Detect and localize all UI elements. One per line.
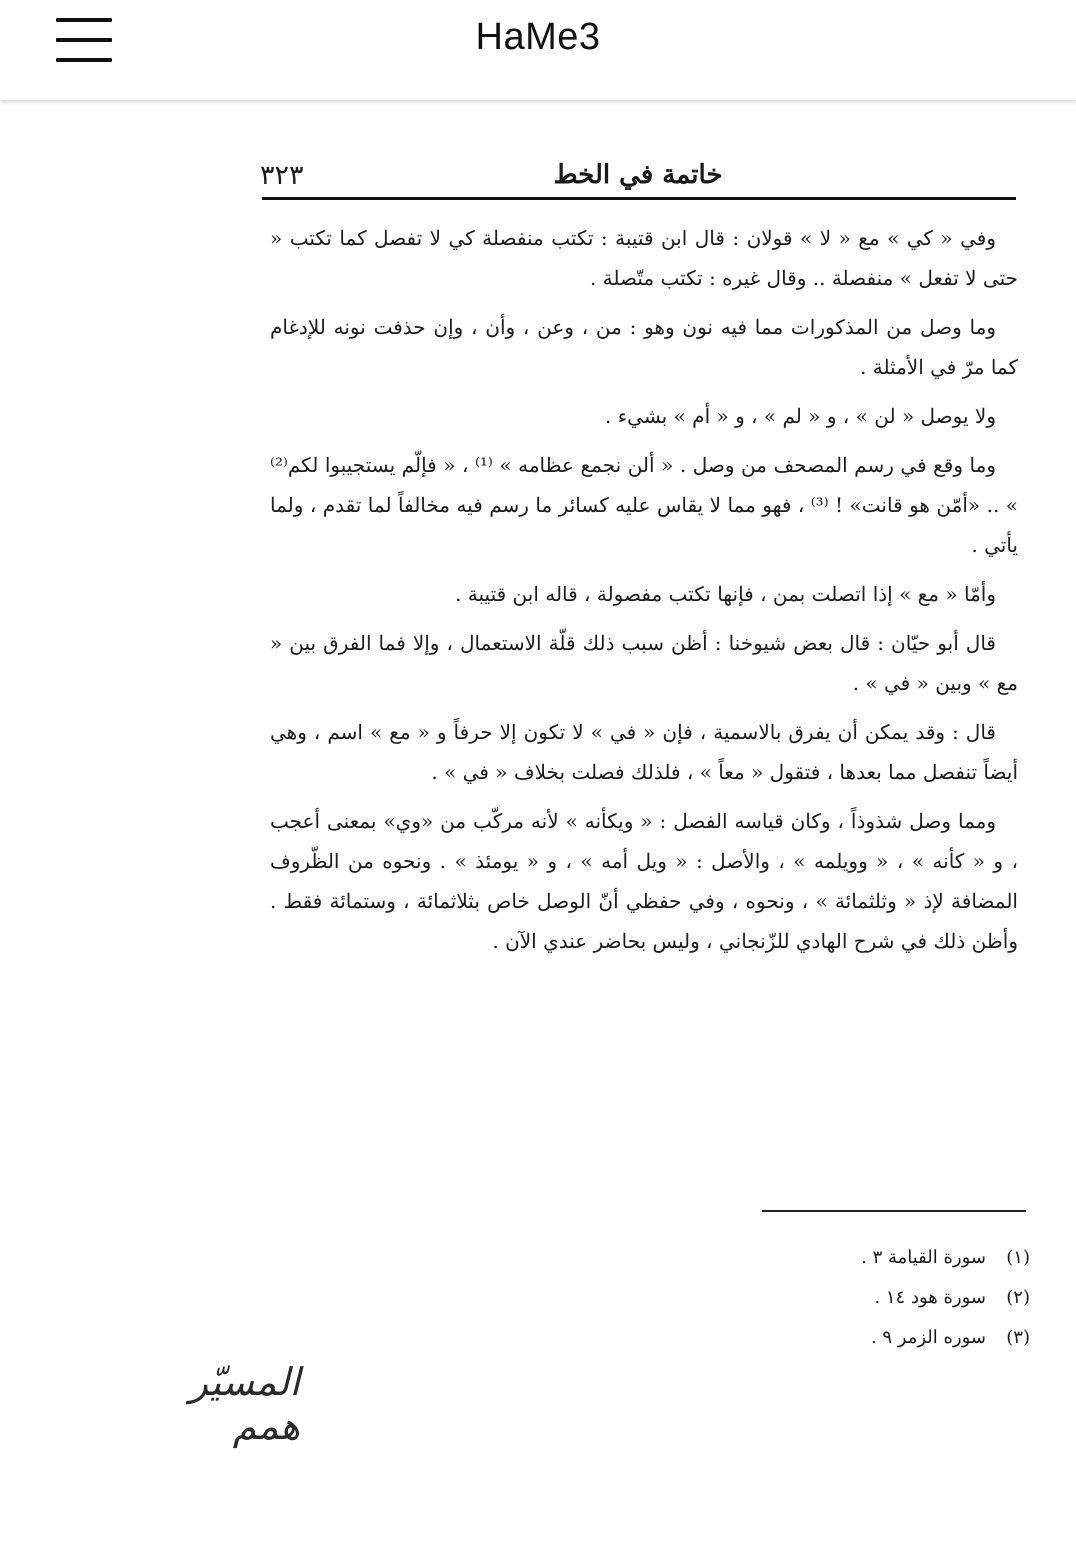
footnote	[560, 1318, 1030, 1358]
footnote-number: (٣)	[1006, 1327, 1030, 1348]
footnote-text: سوره الزمر ٩ .	[870, 1327, 986, 1348]
footnote	[560, 1278, 1030, 1318]
paragraph: قال أبو حيّان : قال بعض شيوخنا : أظن سبب ذلك قلّة الاستعمال ، وإلا فما الفرق بين « مع » وبين « في » .	[270, 631, 1018, 695]
paragraph: وما وقع في رسم المصحف من وصل . « ألن نجمع عظامه » ⁽¹⁾ ، « فإلّم يستجيبوا لكم⁽²⁾ » .. «أمّن هو قانت» ! ⁽³⁾ ، فهو مما لا يقاس عليه كسائر ما رسم فيه مخالفاً لما تقدم ، ولما يأتي .	[270, 453, 1019, 557]
footnote	[560, 1238, 1030, 1278]
footnote-text: سورة القيامة ٣ .	[861, 1247, 986, 1268]
footnotes	[560, 1238, 1030, 1358]
footnote-number: (٢)	[1006, 1287, 1030, 1308]
paragraph: وفي « كي » مع « لا » قولان : قال ابن قتيبة : تكتب منفصلة كي لا تفصل كما تكتب « حتى لا تفعل » منفصلة .. وقال غيره : تكتب متّصلة .	[270, 226, 1018, 290]
footnote-number: (١)	[1006, 1247, 1030, 1268]
paragraph: قال : وقد يمكن أن يفرق بالاسمية ، فإن « في » لا تكون إلا حرفاً و « مع » اسم ، وهي أيضاً تنفصل مما بعدها ، فتقول « معاً » ، فلذلك فصلت بخلاف « في » .	[270, 720, 1018, 784]
paragraph: وما وصل من المذكورات مما فيه نون وهو : من ، وعن ، وأن ، وإن حذفت نونه للإدغام كما مرّ في الأمثلة .	[270, 315, 1018, 379]
body-text	[270, 218, 1018, 970]
logo-text: المسيّر همم	[189, 1360, 300, 1448]
footnote-rule	[762, 1210, 1026, 1212]
app-header	[0, 0, 1076, 100]
header-rule	[262, 197, 1016, 200]
footnote-text: سورة هود ١٤ .	[874, 1287, 986, 1308]
page-number: ٣٢٣	[260, 160, 304, 191]
chapter-title: خاتمة في الخط	[553, 160, 723, 190]
watermark-logo	[150, 1360, 300, 1448]
paragraph: ولا يوصل « لن » ، و « لم » ، و « أم » بشيء .	[605, 404, 996, 428]
running-head	[260, 158, 1016, 198]
app-title: HaMe3	[475, 16, 601, 58]
paragraph: وأمّا « مع » إذا اتصلت بمن ، فإنها تكتب مفصولة ، قاله ابن قتيبة .	[455, 582, 996, 606]
paragraph: ومما وصل شذوذاً ، وكان قياسه الفصل : « ويكأنه » لأنه مركّب من «وي» بمعنى أعجب ، و « كأنه » ، « وويلمه » ، والأصل : « ويل أمه » ، و « يومئذ » . ونحوه من الظّروف المضافة لإذ « وثلثمائة » ، ونحوه ، وفي حفظي أنّ الوصل خاص بثلاثمائة ، وستمائة فقط . وأظن ذلك في شرح الهادي للزّنجاني ، وليس بحاضر عندي الآن .	[270, 809, 1018, 953]
